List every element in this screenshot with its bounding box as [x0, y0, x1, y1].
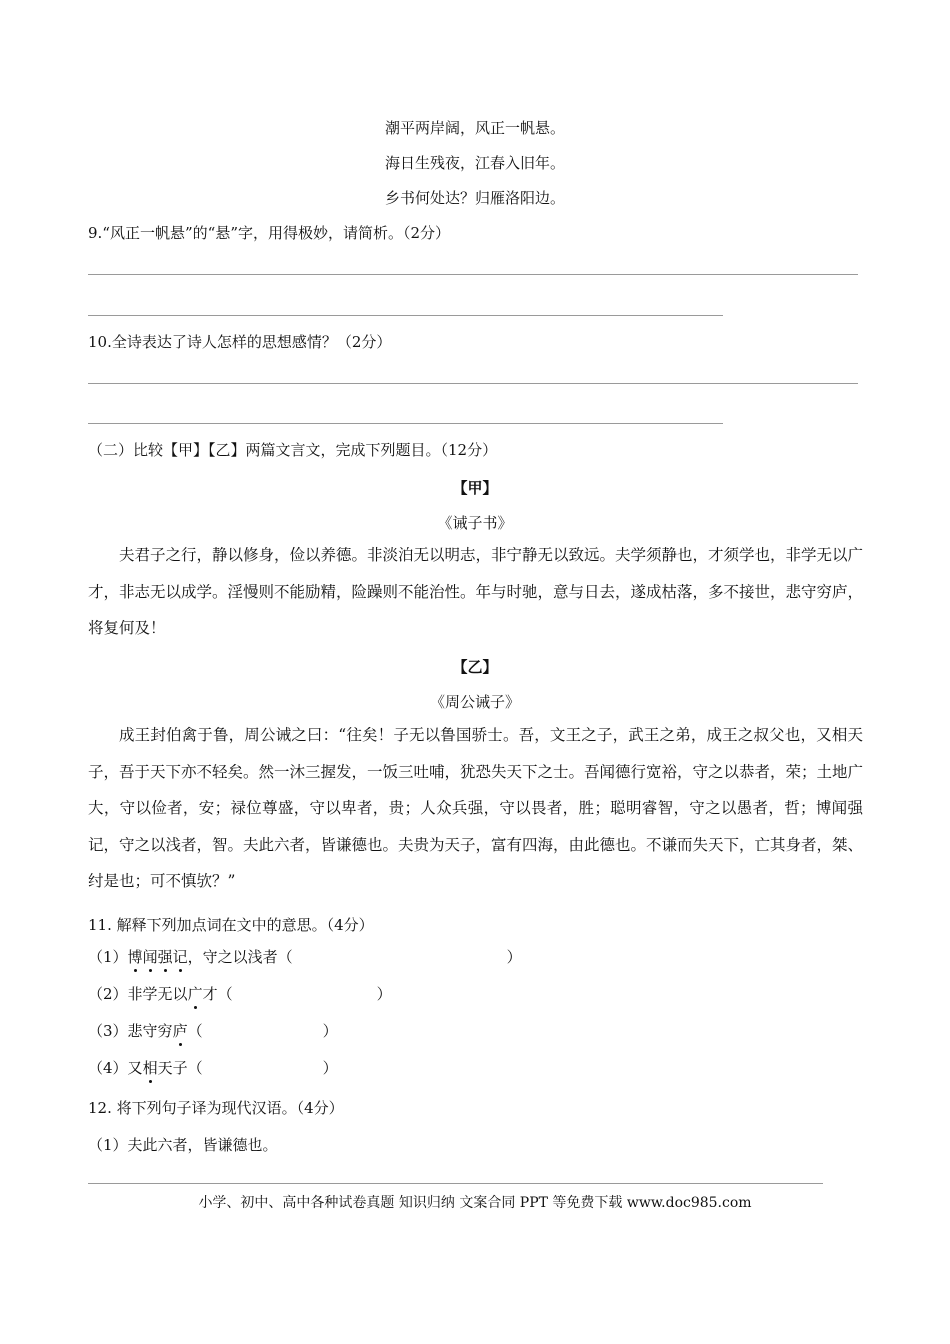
dotted-char: 广 [187, 985, 203, 1003]
dotted-char: 相 [142, 1059, 158, 1077]
answer-line[interactable] [88, 423, 723, 424]
item-text: 又 [127, 1059, 143, 1077]
item-close: ） [322, 1022, 338, 1040]
item-number: （2） [88, 985, 128, 1003]
poem-line-2: 海日生残夜，江春入旧年。 [384, 154, 565, 172]
poem-line-1: 潮平两岸阔，风正一帆悬。 [384, 119, 565, 137]
item-text: （ [187, 1022, 203, 1040]
question-9: 9.“风正一帆悬”的“悬”字，用得极妙，请简析。（2分） [88, 224, 451, 242]
passage-yi [88, 717, 863, 900]
dotted-char: 记 [172, 948, 188, 966]
passage-yi-label: 【乙】 [452, 658, 498, 676]
item-number: （4） [88, 1059, 128, 1077]
passage-yi-text: 成王封伯禽于鲁，周公诫之曰：“往矣！子无以鲁国骄士。吾，文王之子，武王之弟，成王之叔父也，又相天子，吾于天下亦不轻矣。然一沐三握发，一饭三吐哺，犹恐失天下之士。吾闻德行宽裕，守之以恭者，荣；土地广大，守以俭者，安；禄位尊盛，守以卑者，贵；人众兵强，守以畏者，胜；聪明睿智，守之以愚者，哲；博闻强记，守之以浅者，智。夫此六者，皆谦德也。夫贵为天子，富有四海，由此德也。不谦而失天下，亡其身者，桀、纣是也；可不慎欤？” [88, 726, 864, 890]
item-close: ） [376, 985, 392, 1003]
dotted-char: 强 [157, 948, 173, 966]
q11-item-2 [88, 983, 392, 1004]
item-number: （3） [88, 1022, 128, 1040]
item-text: 非学无以 [127, 985, 188, 1003]
item-number: （1） [88, 948, 128, 966]
dotted-word [173, 1022, 188, 1040]
answer-line[interactable] [88, 383, 858, 384]
item-text: 天子（ [157, 1059, 203, 1077]
question-11: 11. 解释下列加点词在文中的意思。（4分） [88, 916, 374, 934]
item-text: ，守之以浅者（ [187, 948, 293, 966]
passage-jia-text: 夫君子之行，静以修身，俭以养德。非淡泊无以明志，非宁静无以致远。夫学须静也，才须学也，非学无以广才，非志无以成学。淫慢则不能励精，险躁则不能治性。年与时驰，意与日去，遂成枯落，多不接世，悲守穷庐，将复何及！ [88, 546, 864, 637]
question-12: 12. 将下列句子译为现代汉语。（4分） [88, 1099, 344, 1117]
answer-line[interactable] [88, 315, 723, 316]
dotted-word [188, 985, 203, 1003]
item-text: 悲守穷 [127, 1022, 173, 1040]
dotted-char: 庐 [172, 1022, 188, 1040]
dotted-char: 闻 [142, 948, 158, 966]
section-heading: （二）比较【甲】【乙】两篇文言文，完成下列题目。（12分） [88, 441, 498, 459]
poem-line-3: 乡书何处达？归雁洛阳边。 [384, 189, 565, 207]
q12-item-1: （1）夫此六者，皆谦德也。 [88, 1136, 278, 1154]
question-10: 10.全诗表达了诗人怎样的思想感情？（2分） [88, 333, 392, 351]
passage-jia-label: 【甲】 [452, 479, 498, 497]
passage-yi-title: 《周公诫子》 [429, 693, 520, 711]
dotted-word [128, 948, 188, 966]
q11-item-4 [88, 1057, 338, 1078]
passage-jia [88, 537, 863, 647]
item-close: ） [322, 1059, 338, 1077]
dotted-word [143, 1059, 158, 1077]
dotted-char: 博 [127, 948, 143, 966]
item-close: ） [506, 948, 522, 966]
footer-text: 小学、初中、高中各种试卷真题 知识归纳 文案合同 PPT 等免费下载 www.doc985.com [198, 1195, 752, 1211]
passage-jia-title: 《诫子书》 [437, 514, 513, 532]
item-text: 才（ [202, 985, 233, 1003]
answer-line[interactable] [88, 274, 858, 275]
q11-item-3 [88, 1020, 338, 1041]
footer-divider [88, 1183, 823, 1184]
q11-item-1 [88, 946, 522, 967]
